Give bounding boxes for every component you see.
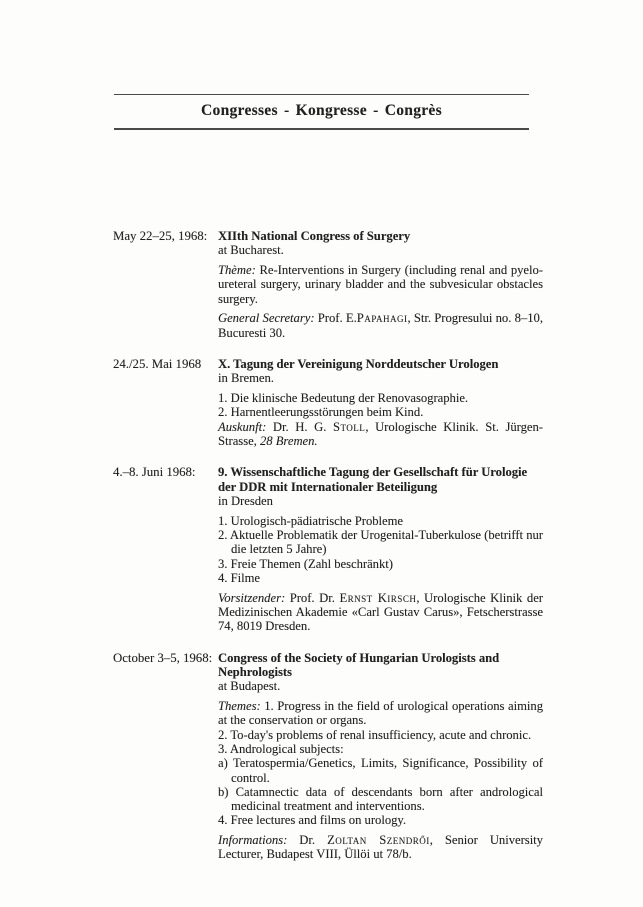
text-run: 9. Wissenschaftliche Tagung der Gesellschaft für Urologie der DDR mit Internationaler Beteiligung — [218, 465, 528, 494]
text-run: , Urologische Klinik. St. Jürgen-Strasse, — [218, 419, 543, 449]
entry-item — [218, 728, 543, 742]
text-run: Dr. H. G. — [266, 419, 333, 434]
page-title: Congresses - Kongresse - Congrès — [201, 102, 442, 119]
entry-date: October 3–5, 1968: — [113, 650, 213, 665]
entry-title — [218, 465, 543, 494]
entry-title — [218, 651, 543, 680]
bottom-rule — [114, 128, 529, 130]
text-run: Papahagi — [356, 311, 408, 326]
entry-item — [218, 756, 543, 785]
text-run: 3. Freie Themen (Zahl beschränkt) — [218, 556, 393, 571]
entry-item — [218, 420, 543, 449]
text-run: 2. To-day's problems of renal insufficiency, acute and chronic. — [218, 727, 532, 742]
entry-line — [218, 371, 543, 385]
text-run: 2. Aktuelle Problematik der Urogenital-Tuberkulose (betrifft nur die letzten 5 Jahre) — [218, 528, 543, 557]
entry-para — [218, 591, 543, 634]
entry-para — [218, 391, 543, 405]
entry-body — [218, 651, 543, 862]
text-run: , Senior University Lecturer, Budapest VIII, Üllöi ut 78/b. — [218, 833, 543, 862]
text-run: 1. Die klinische Bedeutung der Renovasographie. — [218, 391, 469, 406]
entry-item — [218, 742, 543, 756]
congress-entry — [113, 651, 543, 862]
text-run: in Bremen. — [218, 371, 274, 386]
text-run: 3. Andrological subjects: — [218, 741, 344, 756]
congress-entry — [113, 357, 543, 448]
text-run: 4. Free lectures and films on urology. — [218, 813, 407, 828]
text-run: General Secretary: — [218, 311, 315, 326]
entry-item — [218, 813, 543, 827]
entry-para — [218, 514, 543, 528]
section-header — [114, 94, 529, 130]
text-run: Thème: — [218, 263, 256, 278]
entry-title — [218, 229, 543, 243]
text-run: in Dresden — [218, 493, 273, 508]
text-run: 1. Progress in the field of urological operations aiming at the conservation or organs. — [218, 699, 543, 728]
text-run: Informations: — [218, 833, 288, 848]
entry-item — [218, 571, 543, 585]
text-run: Congress of the Society of Hungarian Urologists and Nephrologists — [218, 650, 500, 679]
text-run: Vorsitzender: — [218, 590, 286, 605]
entry-body — [218, 357, 543, 448]
congress-entry — [113, 229, 543, 340]
text-run: b) Catamnectic data of descendants born after andrological medicinal treatment and interventions. — [218, 784, 543, 814]
entry-item — [218, 405, 543, 419]
entry-para — [218, 833, 543, 862]
text-run: Prof. Dr. — [285, 590, 340, 605]
text-run: Ernst Kirsch — [339, 590, 417, 605]
text-run: XIIth National Congress of Surgery — [218, 229, 411, 243]
text-run: Stoll — [332, 419, 366, 434]
text-run: , Urologische Klinik der Medizinischen Akademie «Carl Gustav Carus», Fetscherstrasse 74, 8019 Dresden. — [218, 590, 543, 634]
text-run: Dr. — [287, 833, 328, 848]
entry-date: 24./25. Mai 1968 — [113, 357, 202, 372]
entry-item — [218, 785, 543, 814]
entry-line — [218, 679, 543, 693]
text-run: Themes: — [218, 699, 261, 714]
text-run: 28 Bremen. — [259, 434, 318, 449]
entry-date: 4.–8. Juni 1968: — [113, 465, 196, 480]
entries — [113, 229, 543, 862]
text-run: 4. Filme — [218, 570, 260, 585]
text-run: a) Teratospermia/Genetics, Limits, Significance, Possibility of control. — [218, 756, 543, 785]
entry-title — [218, 357, 543, 371]
text-run: Auskunft: — [218, 419, 267, 434]
text-run: X. Tagung der Vereinigung Norddeutscher Urologen — [218, 357, 499, 372]
congress-entry — [113, 465, 543, 633]
text-run: Prof. E. — [314, 311, 357, 326]
text-run: at Budapest. — [218, 679, 281, 694]
entry-item — [218, 528, 543, 557]
text-run: , Str. Progresului no. 8–10, Bucuresti 30. — [218, 311, 543, 340]
entry-line — [218, 494, 543, 508]
text-run: 2. Harnentleerungsstörungen beim Kind. — [218, 405, 424, 420]
entry-line — [218, 243, 543, 257]
entry-para — [218, 311, 543, 340]
top-rule — [114, 94, 529, 95]
text-run: 1. Urologisch-pädiatrische Probleme — [218, 513, 404, 528]
text-run: at Bucharest. — [218, 243, 284, 258]
text-run: Re-Interventions in Surgery (including renal and pyelo-ureteral surgery, urinary bladder and the subvesicular obstacles surgery. — [218, 263, 543, 306]
entry-body — [218, 465, 543, 633]
entry-para — [218, 699, 543, 728]
text-run: Zoltan Szendrői — [327, 833, 430, 848]
entry-date: May 22–25, 1968: — [113, 229, 208, 243]
entry-para — [218, 263, 543, 306]
entry-body — [218, 229, 543, 340]
entry-item — [218, 557, 543, 571]
